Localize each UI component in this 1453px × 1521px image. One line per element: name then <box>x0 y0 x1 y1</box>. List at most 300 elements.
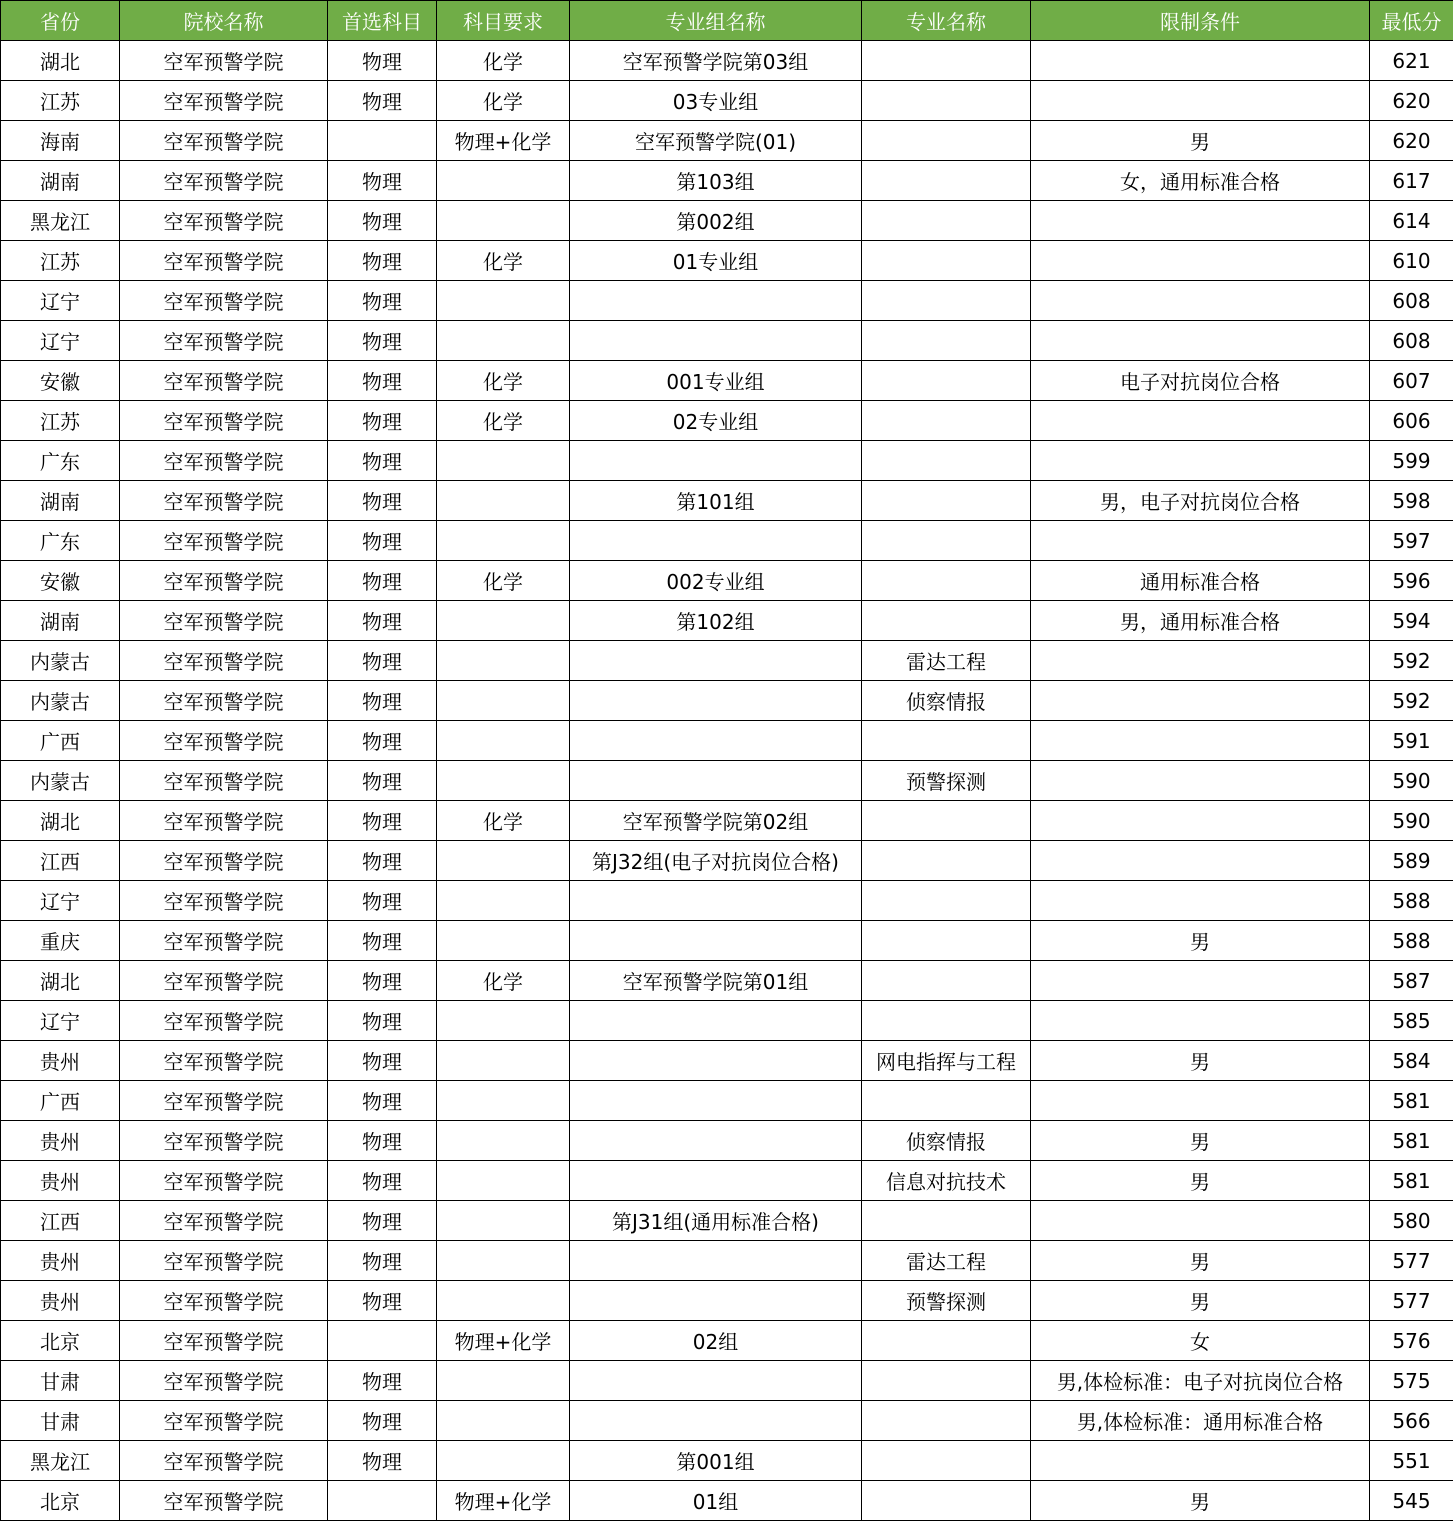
cell-subject-requirement <box>437 1081 570 1121</box>
cell-subject-requirement <box>437 721 570 761</box>
cell-group-name <box>570 1041 862 1081</box>
cell-first-subject: 物理 <box>328 561 437 601</box>
cell-first-subject: 物理 <box>328 1441 437 1481</box>
cell-restriction: 女，通用标准合格 <box>1031 161 1370 201</box>
cell-province: 内蒙古 <box>1 761 120 801</box>
cell-restriction <box>1031 241 1370 281</box>
cell-subject-requirement <box>437 1441 570 1481</box>
cell-subject-requirement <box>437 881 570 921</box>
cell-province: 内蒙古 <box>1 681 120 721</box>
cell-min-score: 581 <box>1370 1161 1453 1201</box>
cell-min-score: 590 <box>1370 761 1453 801</box>
table-body <box>1 41 1453 1521</box>
cell-province: 湖南 <box>1 161 120 201</box>
column-header-min-score: 最低分 <box>1370 1 1453 41</box>
cell-subject-requirement <box>437 1001 570 1041</box>
column-header-province: 省份 <box>1 1 120 41</box>
cell-province: 安徽 <box>1 561 120 601</box>
cell-min-score: 576 <box>1370 1321 1453 1361</box>
cell-group-name <box>570 321 862 361</box>
cell-group-name: 02专业组 <box>570 401 862 441</box>
cell-school-name: 空军预警学院 <box>120 201 328 241</box>
cell-restriction <box>1031 441 1370 481</box>
cell-subject-requirement <box>437 1281 570 1321</box>
cell-restriction <box>1031 1081 1370 1121</box>
cell-restriction: 男,体检标准：通用标准合格 <box>1031 1401 1370 1441</box>
cell-group-name <box>570 1361 862 1401</box>
cell-school-name: 空军预警学院 <box>120 921 328 961</box>
cell-min-score: 614 <box>1370 201 1453 241</box>
cell-min-score: 598 <box>1370 481 1453 521</box>
cell-subject-requirement <box>437 681 570 721</box>
cell-school-name: 空军预警学院 <box>120 1201 328 1241</box>
column-header-school-name: 院校名称 <box>120 1 328 41</box>
table-row <box>1 481 1453 521</box>
cell-restriction: 男 <box>1031 1121 1370 1161</box>
table-row <box>1 1401 1453 1441</box>
cell-school-name: 空军预警学院 <box>120 1281 328 1321</box>
cell-school-name: 空军预警学院 <box>120 401 328 441</box>
cell-min-score: 581 <box>1370 1081 1453 1121</box>
cell-group-name <box>570 761 862 801</box>
cell-min-score: 551 <box>1370 1441 1453 1481</box>
cell-min-score: 580 <box>1370 1201 1453 1241</box>
cell-group-name <box>570 1121 862 1161</box>
cell-school-name: 空军预警学院 <box>120 761 328 801</box>
cell-min-score: 590 <box>1370 801 1453 841</box>
table-row <box>1 1481 1453 1521</box>
table-row <box>1 1001 1453 1041</box>
cell-subject-requirement: 物理+化学 <box>437 1321 570 1361</box>
cell-group-name: 01专业组 <box>570 241 862 281</box>
cell-school-name: 空军预警学院 <box>120 41 328 81</box>
cell-major-name <box>862 721 1031 761</box>
cell-group-name: 第J31组(通用标准合格) <box>570 1201 862 1241</box>
cell-restriction <box>1031 881 1370 921</box>
cell-school-name: 空军预警学院 <box>120 881 328 921</box>
cell-subject-requirement <box>437 1041 570 1081</box>
cell-subject-requirement: 化学 <box>437 81 570 121</box>
cell-province: 广西 <box>1 1081 120 1121</box>
cell-school-name: 空军预警学院 <box>120 1041 328 1081</box>
cell-province: 甘肃 <box>1 1361 120 1401</box>
cell-province: 江苏 <box>1 401 120 441</box>
cell-subject-requirement: 化学 <box>437 961 570 1001</box>
table-row <box>1 1281 1453 1321</box>
cell-school-name: 空军预警学院 <box>120 1001 328 1041</box>
cell-group-name: 03专业组 <box>570 81 862 121</box>
cell-group-name: 001专业组 <box>570 361 862 401</box>
table-row <box>1 1241 1453 1281</box>
cell-province: 辽宁 <box>1 881 120 921</box>
cell-major-name <box>862 1201 1031 1241</box>
cell-restriction <box>1031 521 1370 561</box>
cell-min-score: 620 <box>1370 121 1453 161</box>
cell-first-subject <box>328 1321 437 1361</box>
cell-min-score: 592 <box>1370 641 1453 681</box>
cell-major-name: 雷达工程 <box>862 1241 1031 1281</box>
cell-min-score: 621 <box>1370 41 1453 81</box>
table-row <box>1 601 1453 641</box>
cell-min-score: 617 <box>1370 161 1453 201</box>
cell-major-name <box>862 1321 1031 1361</box>
cell-subject-requirement <box>437 1361 570 1401</box>
cell-school-name: 空军预警学院 <box>120 81 328 121</box>
cell-major-name: 预警探测 <box>862 1281 1031 1321</box>
cell-subject-requirement: 化学 <box>437 41 570 81</box>
cell-major-name <box>862 601 1031 641</box>
cell-province: 辽宁 <box>1 281 120 321</box>
column-header-group-name: 专业组名称 <box>570 1 862 41</box>
cell-first-subject: 物理 <box>328 961 437 1001</box>
cell-major-name <box>862 1361 1031 1401</box>
cell-first-subject: 物理 <box>328 1121 437 1161</box>
cell-province: 江西 <box>1 841 120 881</box>
cell-restriction <box>1031 321 1370 361</box>
cell-subject-requirement: 化学 <box>437 561 570 601</box>
cell-province: 贵州 <box>1 1041 120 1081</box>
cell-first-subject: 物理 <box>328 441 437 481</box>
table-row <box>1 1201 1453 1241</box>
cell-subject-requirement: 化学 <box>437 361 570 401</box>
table-row <box>1 1361 1453 1401</box>
cell-school-name: 空军预警学院 <box>120 281 328 321</box>
cell-group-name: 空军预警学院第01组 <box>570 961 862 1001</box>
cell-min-score: 581 <box>1370 1121 1453 1161</box>
cell-major-name <box>862 121 1031 161</box>
cell-school-name: 空军预警学院 <box>120 1481 328 1521</box>
cell-restriction <box>1031 801 1370 841</box>
table-header <box>1 1 1453 41</box>
cell-school-name: 空军预警学院 <box>120 1161 328 1201</box>
cell-restriction <box>1031 1001 1370 1041</box>
cell-school-name: 空军预警学院 <box>120 721 328 761</box>
cell-province: 江苏 <box>1 81 120 121</box>
cell-province: 广东 <box>1 441 120 481</box>
cell-group-name <box>570 281 862 321</box>
cell-school-name: 空军预警学院 <box>120 601 328 641</box>
cell-group-name <box>570 1281 862 1321</box>
cell-first-subject: 物理 <box>328 601 437 641</box>
cell-min-score: 592 <box>1370 681 1453 721</box>
table-row <box>1 281 1453 321</box>
cell-subject-requirement: 化学 <box>437 401 570 441</box>
cell-min-score: 588 <box>1370 921 1453 961</box>
cell-school-name: 空军预警学院 <box>120 1441 328 1481</box>
cell-first-subject: 物理 <box>328 41 437 81</box>
table-row <box>1 721 1453 761</box>
cell-restriction <box>1031 641 1370 681</box>
cell-subject-requirement: 化学 <box>437 801 570 841</box>
cell-min-score: 589 <box>1370 841 1453 881</box>
table-row <box>1 1121 1453 1161</box>
cell-school-name: 空军预警学院 <box>120 1241 328 1281</box>
cell-subject-requirement <box>437 1201 570 1241</box>
cell-school-name: 空军预警学院 <box>120 681 328 721</box>
cell-major-name <box>862 1481 1031 1521</box>
table-row <box>1 761 1453 801</box>
cell-school-name: 空军预警学院 <box>120 161 328 201</box>
cell-subject-requirement <box>437 841 570 881</box>
table-row <box>1 81 1453 121</box>
cell-restriction: 男，电子对抗岗位合格 <box>1031 481 1370 521</box>
cell-subject-requirement <box>437 481 570 521</box>
cell-first-subject: 物理 <box>328 801 437 841</box>
cell-major-name <box>862 1401 1031 1441</box>
cell-major-name <box>862 841 1031 881</box>
cell-group-name: 第J32组(电子对抗岗位合格) <box>570 841 862 881</box>
cell-min-score: 545 <box>1370 1481 1453 1521</box>
table-row <box>1 561 1453 601</box>
cell-restriction <box>1031 721 1370 761</box>
cell-first-subject: 物理 <box>328 1081 437 1121</box>
table-row <box>1 401 1453 441</box>
cell-restriction <box>1031 281 1370 321</box>
cell-school-name: 空军预警学院 <box>120 521 328 561</box>
cell-major-name <box>862 361 1031 401</box>
cell-major-name <box>862 41 1031 81</box>
cell-min-score: 566 <box>1370 1401 1453 1441</box>
cell-group-name <box>570 1401 862 1441</box>
cell-school-name: 空军预警学院 <box>120 641 328 681</box>
cell-province: 湖北 <box>1 801 120 841</box>
cell-major-name <box>862 481 1031 521</box>
table-row <box>1 441 1453 481</box>
cell-major-name <box>862 1001 1031 1041</box>
cell-subject-requirement: 物理+化学 <box>437 121 570 161</box>
cell-province: 湖南 <box>1 601 120 641</box>
cell-major-name <box>862 1081 1031 1121</box>
cell-school-name: 空军预警学院 <box>120 1321 328 1361</box>
cell-group-name: 空军预警学院第02组 <box>570 801 862 841</box>
cell-province: 黑龙江 <box>1 201 120 241</box>
cell-restriction: 男 <box>1031 1161 1370 1201</box>
cell-restriction: 男 <box>1031 1041 1370 1081</box>
cell-major-name <box>862 281 1031 321</box>
cell-first-subject: 物理 <box>328 1401 437 1441</box>
cell-min-score: 620 <box>1370 81 1453 121</box>
cell-province: 贵州 <box>1 1161 120 1201</box>
cell-subject-requirement <box>437 441 570 481</box>
cell-min-score: 594 <box>1370 601 1453 641</box>
cell-restriction: 男,体检标准：电子对抗岗位合格 <box>1031 1361 1370 1401</box>
cell-group-name <box>570 1161 862 1201</box>
cell-province: 广西 <box>1 721 120 761</box>
cell-major-name: 预警探测 <box>862 761 1031 801</box>
cell-province: 湖南 <box>1 481 120 521</box>
cell-school-name: 空军预警学院 <box>120 1361 328 1401</box>
cell-group-name: 第001组 <box>570 1441 862 1481</box>
cell-min-score: 575 <box>1370 1361 1453 1401</box>
cell-first-subject <box>328 121 437 161</box>
cell-major-name <box>862 241 1031 281</box>
cell-restriction: 电子对抗岗位合格 <box>1031 361 1370 401</box>
cell-subject-requirement <box>437 1161 570 1201</box>
cell-major-name: 雷达工程 <box>862 641 1031 681</box>
cell-first-subject: 物理 <box>328 281 437 321</box>
cell-major-name <box>862 161 1031 201</box>
cell-first-subject: 物理 <box>328 481 437 521</box>
cell-school-name: 空军预警学院 <box>120 121 328 161</box>
cell-subject-requirement <box>437 761 570 801</box>
cell-first-subject: 物理 <box>328 401 437 441</box>
header-row <box>1 1 1453 41</box>
cell-restriction: 女 <box>1031 1321 1370 1361</box>
table-row <box>1 321 1453 361</box>
table-row <box>1 1041 1453 1081</box>
cell-first-subject: 物理 <box>328 201 437 241</box>
cell-restriction: 男 <box>1031 921 1370 961</box>
table-row <box>1 121 1453 161</box>
cell-major-name <box>862 321 1031 361</box>
cell-first-subject: 物理 <box>328 921 437 961</box>
cell-province: 湖北 <box>1 961 120 1001</box>
cell-min-score: 584 <box>1370 1041 1453 1081</box>
cell-province: 江苏 <box>1 241 120 281</box>
cell-province: 贵州 <box>1 1281 120 1321</box>
cell-province: 辽宁 <box>1 1001 120 1041</box>
cell-restriction <box>1031 401 1370 441</box>
cell-group-name <box>570 921 862 961</box>
cell-restriction <box>1031 41 1370 81</box>
table-row <box>1 1321 1453 1361</box>
cell-first-subject: 物理 <box>328 1281 437 1321</box>
cell-group-name: 01组 <box>570 1481 862 1521</box>
cell-province: 辽宁 <box>1 321 120 361</box>
cell-province: 贵州 <box>1 1121 120 1161</box>
cell-group-name <box>570 1241 862 1281</box>
cell-group-name: 第002组 <box>570 201 862 241</box>
table-row <box>1 161 1453 201</box>
cell-major-name <box>862 881 1031 921</box>
table-row <box>1 801 1453 841</box>
table-row <box>1 681 1453 721</box>
cell-min-score: 607 <box>1370 361 1453 401</box>
cell-group-name: 第101组 <box>570 481 862 521</box>
cell-first-subject: 物理 <box>328 1361 437 1401</box>
column-header-subject-requirement: 科目要求 <box>437 1 570 41</box>
cell-school-name: 空军预警学院 <box>120 1121 328 1161</box>
table-row <box>1 361 1453 401</box>
cell-major-name <box>862 561 1031 601</box>
cell-restriction: 男 <box>1031 1481 1370 1521</box>
table-row <box>1 1081 1453 1121</box>
cell-province: 海南 <box>1 121 120 161</box>
cell-major-name <box>862 441 1031 481</box>
cell-first-subject: 物理 <box>328 81 437 121</box>
cell-school-name: 空军预警学院 <box>120 561 328 601</box>
cell-restriction <box>1031 81 1370 121</box>
cell-major-name: 信息对抗技术 <box>862 1161 1031 1201</box>
cell-school-name: 空军预警学院 <box>120 361 328 401</box>
cell-min-score: 608 <box>1370 281 1453 321</box>
cell-first-subject: 物理 <box>328 321 437 361</box>
cell-school-name: 空军预警学院 <box>120 481 328 521</box>
cell-school-name: 空军预警学院 <box>120 1401 328 1441</box>
cell-restriction: 男 <box>1031 1281 1370 1321</box>
cell-subject-requirement <box>437 201 570 241</box>
cell-restriction <box>1031 761 1370 801</box>
table-row <box>1 881 1453 921</box>
cell-school-name: 空军预警学院 <box>120 241 328 281</box>
cell-major-name <box>862 961 1031 1001</box>
cell-min-score: 577 <box>1370 1281 1453 1321</box>
cell-first-subject: 物理 <box>328 1241 437 1281</box>
table-row <box>1 841 1453 881</box>
cell-min-score: 599 <box>1370 441 1453 481</box>
cell-group-name <box>570 521 862 561</box>
cell-min-score: 606 <box>1370 401 1453 441</box>
cell-first-subject: 物理 <box>328 721 437 761</box>
cell-min-score: 587 <box>1370 961 1453 1001</box>
cell-restriction <box>1031 961 1370 1001</box>
cell-first-subject: 物理 <box>328 841 437 881</box>
column-header-restriction: 限制条件 <box>1031 1 1370 41</box>
cell-restriction <box>1031 201 1370 241</box>
cell-major-name <box>862 401 1031 441</box>
cell-first-subject: 物理 <box>328 1161 437 1201</box>
cell-major-name: 侦察情报 <box>862 681 1031 721</box>
cell-subject-requirement <box>437 921 570 961</box>
cell-major-name <box>862 201 1031 241</box>
cell-group-name <box>570 881 862 921</box>
cell-major-name <box>862 1441 1031 1481</box>
cell-province: 湖北 <box>1 41 120 81</box>
cell-restriction: 男，通用标准合格 <box>1031 601 1370 641</box>
cell-group-name <box>570 641 862 681</box>
cell-group-name <box>570 721 862 761</box>
table-row <box>1 201 1453 241</box>
cell-group-name <box>570 1081 862 1121</box>
cell-first-subject: 物理 <box>328 241 437 281</box>
table-row <box>1 241 1453 281</box>
cell-major-name <box>862 81 1031 121</box>
cell-subject-requirement <box>437 281 570 321</box>
cell-first-subject <box>328 1481 437 1521</box>
table-row <box>1 521 1453 561</box>
cell-first-subject: 物理 <box>328 881 437 921</box>
table-row <box>1 961 1453 1001</box>
cell-province: 广东 <box>1 521 120 561</box>
cell-group-name: 002专业组 <box>570 561 862 601</box>
cell-first-subject: 物理 <box>328 361 437 401</box>
cell-province: 黑龙江 <box>1 1441 120 1481</box>
cell-subject-requirement <box>437 1401 570 1441</box>
cell-province: 贵州 <box>1 1241 120 1281</box>
cell-province: 江西 <box>1 1201 120 1241</box>
cell-restriction <box>1031 681 1370 721</box>
cell-restriction: 通用标准合格 <box>1031 561 1370 601</box>
cell-subject-requirement: 化学 <box>437 241 570 281</box>
cell-major-name <box>862 921 1031 961</box>
cell-group-name: 第102组 <box>570 601 862 641</box>
cell-restriction: 男 <box>1031 121 1370 161</box>
cell-subject-requirement <box>437 1121 570 1161</box>
cell-group-name: 空军预警学院第03组 <box>570 41 862 81</box>
cell-min-score: 577 <box>1370 1241 1453 1281</box>
cell-province: 北京 <box>1 1321 120 1361</box>
cell-first-subject: 物理 <box>328 1201 437 1241</box>
cell-province: 北京 <box>1 1481 120 1521</box>
cell-first-subject: 物理 <box>328 641 437 681</box>
cell-subject-requirement <box>437 1241 570 1281</box>
cell-school-name: 空军预警学院 <box>120 841 328 881</box>
cell-group-name <box>570 441 862 481</box>
cell-group-name: 第103组 <box>570 161 862 201</box>
cell-school-name: 空军预警学院 <box>120 801 328 841</box>
cell-school-name: 空军预警学院 <box>120 321 328 361</box>
cell-first-subject: 物理 <box>328 681 437 721</box>
